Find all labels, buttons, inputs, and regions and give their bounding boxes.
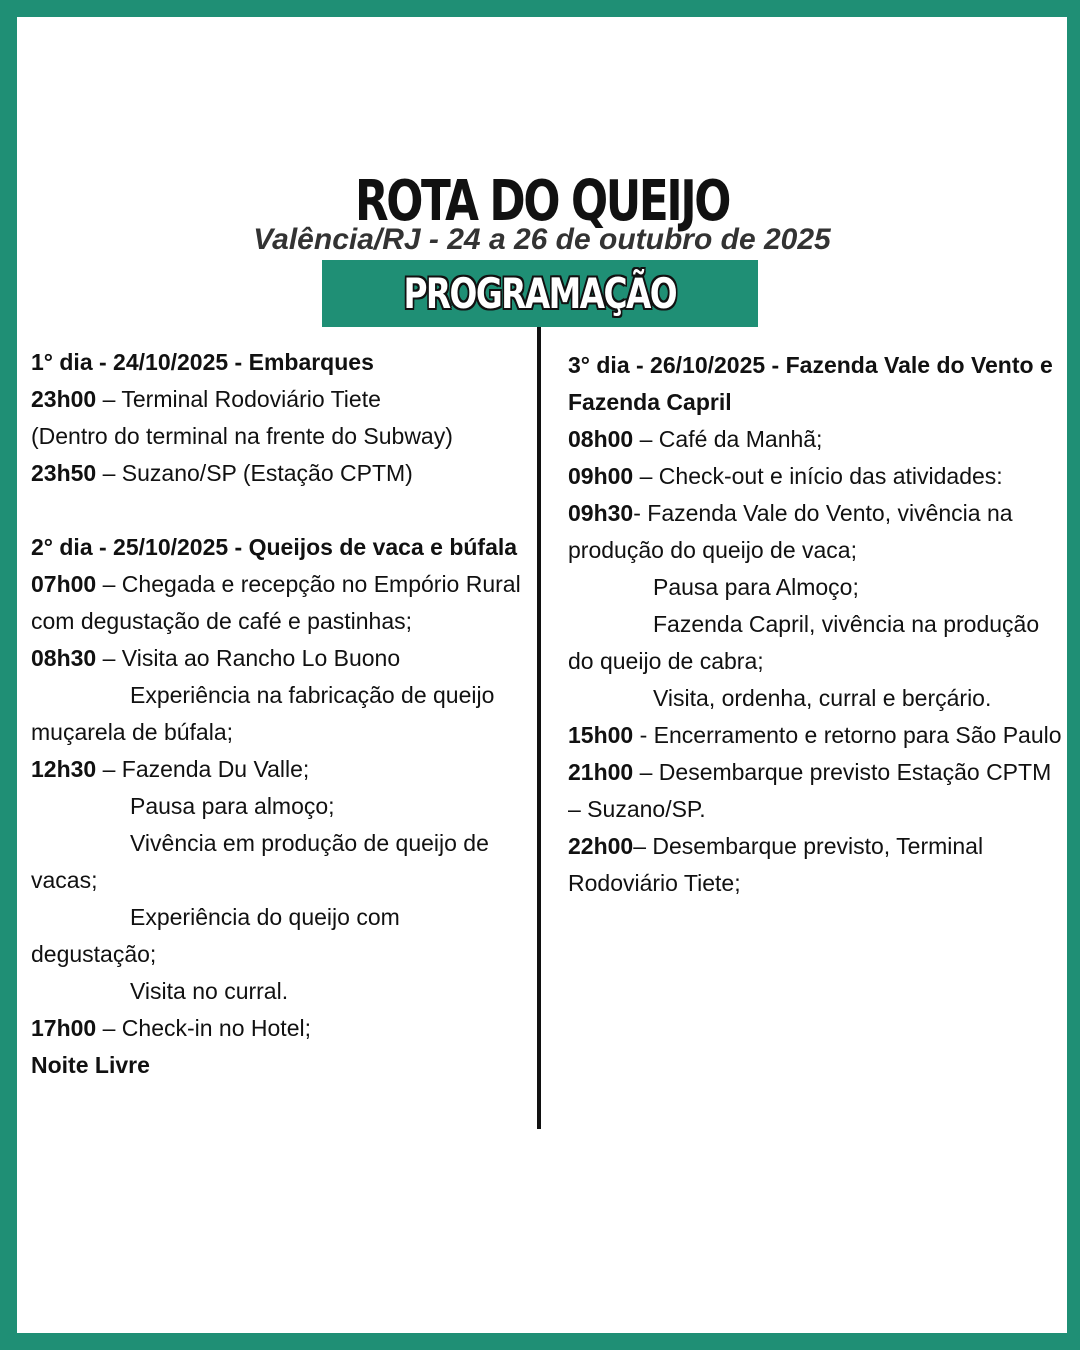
day3-text-1: – Café da Manhã; <box>633 426 823 452</box>
day2-time-2: 08h30 <box>31 645 97 671</box>
day2-sub-text: Pausa para almoço; <box>130 793 335 819</box>
day3-time-4: 15h00 <box>568 722 634 748</box>
day3-time-5: 21h00 <box>568 759 634 785</box>
day2-sub-item <box>31 899 521 973</box>
spacer <box>31 492 521 529</box>
day2-sub-text: Vivência em produção de queijo de vacas; <box>31 830 489 893</box>
page-subtitle: Valência/RJ - 24 a 26 de outubro de 2025 <box>253 223 831 256</box>
day1-item-2 <box>31 455 521 492</box>
day2-sub-item <box>31 788 521 825</box>
day3-sub-text: Fazenda Capril, vivência na produção do queijo de cabra; <box>568 611 1040 674</box>
right-column <box>568 347 1063 902</box>
day1-note-1: (Dentro do terminal na frente do Subway) <box>31 423 453 449</box>
day3-heading: 3° dia - 26/10/2025 - Fazenda Vale do Vento e Fazenda Capril <box>568 352 1053 415</box>
day3-text-4: - Encerramento e retorno para São Paulo <box>633 722 1062 748</box>
day2-item-1 <box>31 566 521 640</box>
day2-text-1: – Chegada e recepção no Empório Rural com degustação de café e pastinhas; <box>31 571 521 634</box>
day3-item-3 <box>568 495 1063 569</box>
program-banner-label: PROGRAMAÇÃO <box>403 269 677 318</box>
day3-sub-item <box>568 606 1063 680</box>
day3-text-2: – Check-out e início das atividades: <box>633 463 1003 489</box>
day2-text-2: – Visita ao Rancho Lo Buono <box>96 645 401 671</box>
page-title: ROTA DO QUEIJO <box>354 169 730 234</box>
day3-sub-text: Visita, ordenha, curral e berçário. <box>653 685 992 711</box>
day2-sub-item <box>31 677 521 751</box>
day2-text-3: – Fazenda Du Valle; <box>96 756 310 782</box>
day2-item-4 <box>31 1010 521 1047</box>
day3-text-6: – Desembarque previsto, Terminal Rodoviário Tiete; <box>568 833 984 896</box>
day3-time-2: 09h00 <box>568 463 634 489</box>
day2-sub-text: Experiência na fabricação de queijo muçarela de búfala; <box>31 682 495 745</box>
day3-text-3: - Fazenda Vale do Vento, vivência na produção do queijo de vaca; <box>568 500 1013 563</box>
day3-sub-item <box>568 680 1063 717</box>
day2-time-1: 07h00 <box>31 571 97 597</box>
day2-heading: 2° dia - 25/10/2025 - Queijos de vaca e búfala <box>31 534 518 560</box>
day2-sub-text: Experiência do queijo com degustação; <box>31 904 400 967</box>
day3-item-4 <box>568 717 1063 754</box>
day2-sub-item <box>31 973 521 1010</box>
day3-time-6: 22h00 <box>568 833 634 859</box>
day1-time-1: 23h00 <box>31 386 97 412</box>
day1-item-1 <box>31 381 521 418</box>
day3-sub-text: Pausa para Almoço; <box>653 574 859 600</box>
day2-time-3: 12h30 <box>31 756 97 782</box>
day3-text-5: – Desembarque previsto Estação CPTM – Suzano/SP. <box>568 759 1052 822</box>
day2-time-4: 17h00 <box>31 1015 97 1041</box>
day3-item-1 <box>568 421 1063 458</box>
day1-time-2: 23h50 <box>31 460 97 486</box>
day2-closing: Noite Livre <box>31 1052 150 1078</box>
day1-text-1: – Terminal Rodoviário Tiete <box>96 386 381 412</box>
day2-sub-text: Visita no curral. <box>130 978 289 1004</box>
column-divider <box>537 327 541 1129</box>
program-banner <box>322 260 758 327</box>
day2-item-2 <box>31 640 521 677</box>
day2-sub-item <box>31 825 521 899</box>
day1-text-2: – Suzano/SP (Estação CPTM) <box>96 460 413 486</box>
day1-heading: 1° dia - 24/10/2025 - Embarques <box>31 349 374 375</box>
day3-item-5 <box>568 754 1063 828</box>
day3-time-1: 08h00 <box>568 426 634 452</box>
flyer-sheet <box>17 17 1067 1333</box>
left-column <box>31 344 521 1084</box>
day2-text-4: – Check-in no Hotel; <box>96 1015 311 1041</box>
day3-item-2 <box>568 458 1063 495</box>
day3-sub-item <box>568 569 1063 606</box>
day3-item-6 <box>568 828 1063 902</box>
day3-time-3: 09h30 <box>568 500 634 526</box>
day2-item-3 <box>31 751 521 788</box>
